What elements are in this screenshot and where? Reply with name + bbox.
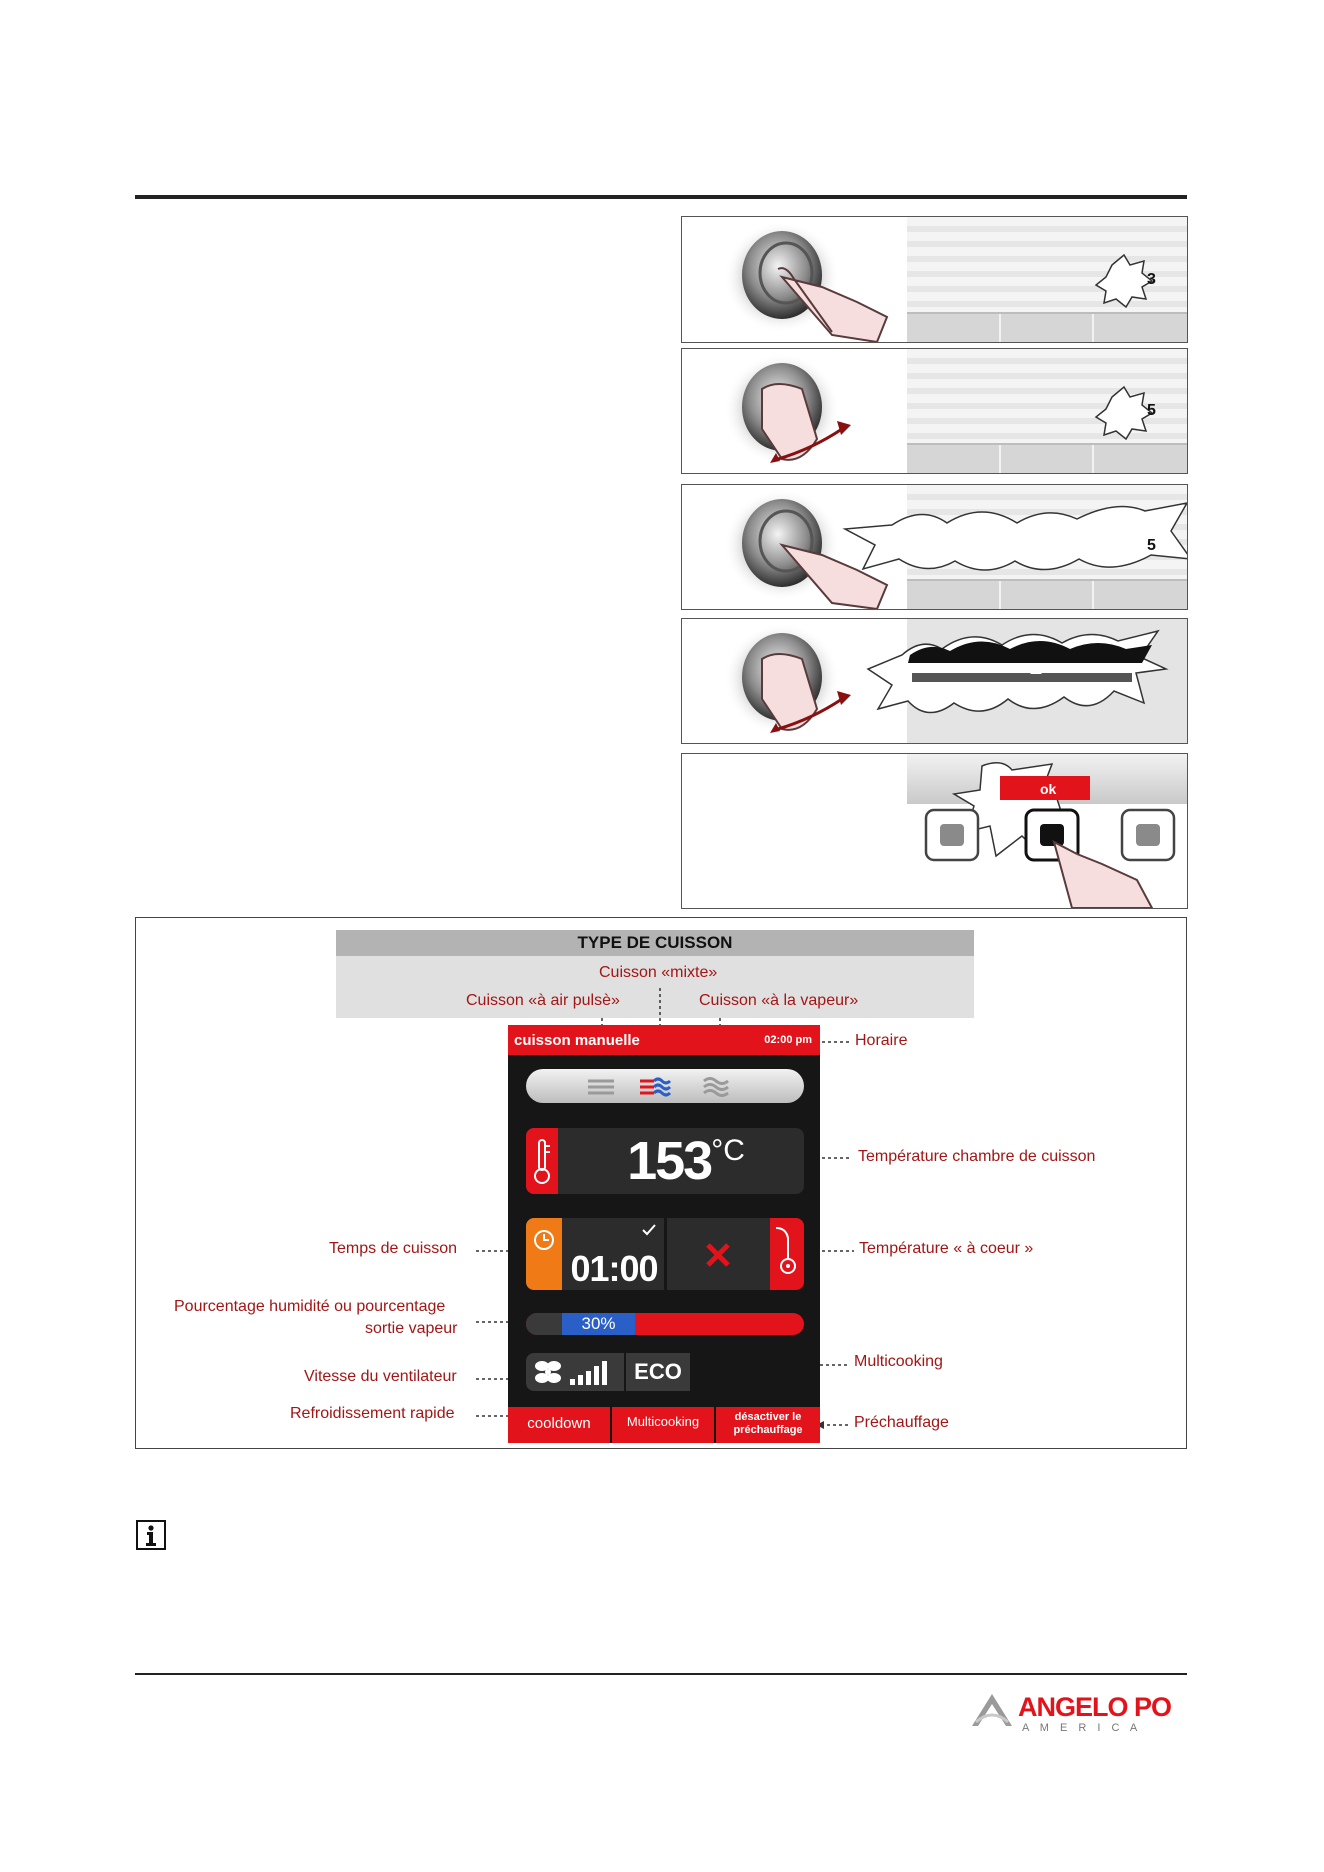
diagram-header: TYPE DE CUISSON bbox=[336, 930, 974, 956]
screen-header bbox=[508, 1025, 820, 1055]
core-temperature-box[interactable] bbox=[667, 1218, 804, 1290]
step-panel-press-2 bbox=[681, 484, 1188, 610]
close-icon bbox=[705, 1242, 731, 1268]
knob-rotate-illustration bbox=[682, 619, 1187, 743]
disable-preheat-line2: préchauffage bbox=[733, 1424, 803, 1436]
chamber-temperature-box[interactable] bbox=[526, 1128, 804, 1194]
label-humidite-2: sortie vapeur bbox=[365, 1320, 458, 1337]
humidity-value: 30% bbox=[581, 1314, 616, 1333]
screen-bottom-buttons bbox=[508, 1407, 820, 1443]
disable-preheat-button[interactable] bbox=[716, 1407, 820, 1443]
knob-press-illustration bbox=[682, 485, 1187, 609]
cook-time: 01:00 bbox=[570, 1248, 658, 1289]
humidity-bar[interactable] bbox=[526, 1313, 804, 1335]
label-refroidissement: Refroidissement rapide bbox=[290, 1405, 455, 1422]
knob-press-illustration bbox=[682, 217, 1187, 342]
label-temps: Temps de cuisson bbox=[329, 1240, 458, 1257]
knob-rotate-illustration bbox=[682, 349, 1187, 473]
step-panel-rotate-2 bbox=[681, 618, 1188, 744]
logo-mark-icon bbox=[970, 1692, 1014, 1730]
ok-button: ok bbox=[1040, 781, 1057, 797]
label-air: Cuisson «à air pulsè» bbox=[466, 992, 620, 1009]
step-panel-ok bbox=[681, 753, 1188, 909]
thermometer-icon bbox=[526, 1128, 558, 1194]
label-temp-coeur: Température « à coeur » bbox=[859, 1240, 1034, 1257]
cooking-mode-selector[interactable] bbox=[526, 1069, 804, 1103]
eco-button[interactable]: ECO bbox=[626, 1353, 690, 1391]
logo-name: ANGELO PO bbox=[1018, 1692, 1172, 1722]
step-value: 3 bbox=[1147, 271, 1156, 288]
step-value: 5 bbox=[1147, 537, 1156, 554]
step-panel-press-1 bbox=[681, 216, 1188, 343]
chamber-temperature: $153^{^\circ C}$ bbox=[627, 1131, 745, 1191]
ok-press-illustration bbox=[682, 754, 1187, 908]
disable-preheat-line1: désactiver le bbox=[734, 1411, 802, 1423]
label-multicooking: Multicooking bbox=[854, 1353, 943, 1370]
label-humidite: Pourcentage humidité ou pourcentage bbox=[174, 1298, 446, 1315]
label-temp-chambre: Température chambre de cuisson bbox=[858, 1148, 1096, 1165]
logo-sub: A M E R I C A bbox=[1022, 1722, 1142, 1734]
label-vapeur: Cuisson «à la vapeur» bbox=[699, 992, 859, 1009]
screen-time: 02:00 pm bbox=[764, 1034, 812, 1046]
fan-icon bbox=[526, 1353, 624, 1391]
screen-title: cuisson manuelle bbox=[514, 1032, 640, 1049]
checkmark-icon bbox=[642, 1224, 656, 1236]
bottom-rule bbox=[135, 1673, 1187, 1675]
cook-time-box[interactable] bbox=[526, 1218, 664, 1290]
cooking-type-diagram bbox=[135, 917, 1187, 1449]
oven-screen bbox=[508, 1025, 820, 1443]
top-rule bbox=[135, 195, 1187, 199]
temperature-unit: °C bbox=[711, 1134, 745, 1167]
cooldown-button[interactable]: cooldown bbox=[508, 1407, 612, 1443]
label-horaire: Horaire bbox=[855, 1032, 908, 1049]
clock-icon bbox=[526, 1218, 562, 1290]
label-mixte: Cuisson «mixte» bbox=[599, 964, 718, 981]
label-prechauffage: Préchauffage bbox=[854, 1414, 949, 1431]
step-value: 5 bbox=[1147, 402, 1156, 419]
label-ventilateur: Vitesse du ventilateur bbox=[304, 1368, 457, 1385]
humidity-bar-start bbox=[526, 1313, 562, 1335]
multicooking-button[interactable]: Multicooking bbox=[612, 1407, 716, 1443]
humidity-fill bbox=[562, 1313, 635, 1335]
angelo-po-logo bbox=[970, 1692, 1190, 1740]
core-probe-icon bbox=[770, 1218, 804, 1290]
fan-speed-box[interactable] bbox=[526, 1353, 624, 1391]
cooking-mode-icons bbox=[526, 1069, 804, 1103]
step-panel-rotate-1 bbox=[681, 348, 1188, 474]
info-icon bbox=[136, 1520, 166, 1550]
